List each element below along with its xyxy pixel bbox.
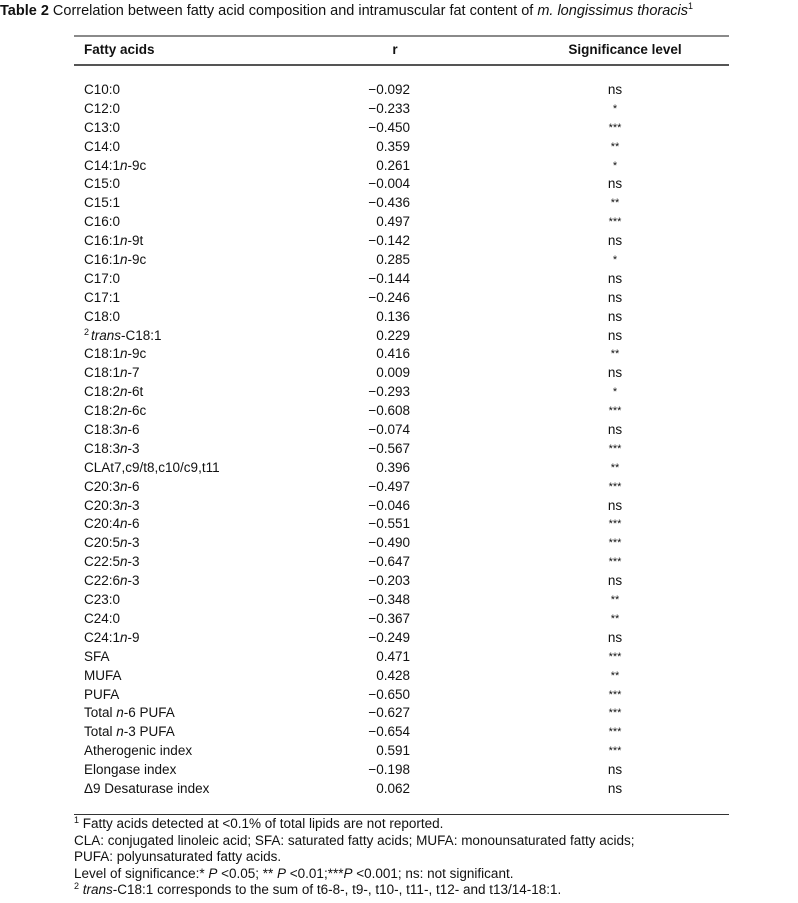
table-row bbox=[0, 667, 798, 686]
sig-p1: P bbox=[208, 865, 218, 881]
significance-cell: *** bbox=[608, 688, 622, 701]
table-row bbox=[0, 100, 798, 119]
significance-cell: *** bbox=[608, 745, 622, 758]
fatty-acid-cell bbox=[84, 667, 122, 686]
acid-name-italic: n bbox=[120, 497, 128, 513]
significance-cell: ns bbox=[607, 780, 623, 796]
r-value-cell: −0.046 bbox=[368, 497, 410, 513]
acid-name-suffix: -3 bbox=[127, 440, 140, 456]
table-caption bbox=[0, 3, 693, 19]
acid-name-italic: n bbox=[116, 724, 124, 740]
abbreviations-line-1: CLA: conjugated linoleic acid; SFA: saturated fatty acids; MUFA: monounsaturated fatty acids; bbox=[74, 832, 635, 848]
table-row bbox=[0, 515, 798, 534]
table-row bbox=[0, 761, 798, 780]
r-value-cell: −0.647 bbox=[368, 554, 410, 570]
table-row bbox=[0, 591, 798, 610]
table-row bbox=[0, 704, 798, 723]
footnote-2-ital: trans bbox=[82, 882, 113, 897]
table-row bbox=[0, 459, 798, 478]
acid-name: C18:3 bbox=[84, 440, 121, 456]
fatty-acid-cell bbox=[84, 515, 140, 534]
r-value-cell: −0.367 bbox=[368, 610, 410, 626]
acid-name: C15:0 bbox=[84, 176, 121, 192]
table-row bbox=[0, 308, 798, 327]
fatty-acid-cell bbox=[84, 308, 120, 327]
r-value-cell: −0.249 bbox=[368, 629, 410, 645]
acid-name-suffix: -6 PUFA bbox=[123, 705, 175, 721]
caption-text: Correlation between fatty acid composition and intramuscular fat content of bbox=[48, 3, 538, 19]
sig-suffix: <0.001; ns: not significant. bbox=[352, 865, 514, 881]
footnote-1-mark: 1 bbox=[74, 815, 80, 825]
significance-cell: *** bbox=[608, 650, 622, 663]
sig-mid2: <0.01;*** bbox=[286, 865, 344, 881]
significance-cell: *** bbox=[608, 480, 622, 493]
acid-name: C24:1 bbox=[84, 629, 121, 645]
r-value-cell: −0.004 bbox=[368, 176, 410, 192]
r-value-cell: 0.261 bbox=[376, 157, 410, 173]
significance-cell: *** bbox=[608, 216, 622, 229]
table-row bbox=[0, 194, 798, 213]
acid-name: C14:0 bbox=[84, 138, 121, 154]
table-top-rule bbox=[74, 35, 729, 37]
fatty-acid-cell bbox=[84, 157, 146, 176]
significance-cell: *** bbox=[608, 726, 622, 739]
table-row bbox=[0, 383, 798, 402]
significance-cell: *** bbox=[608, 405, 622, 418]
table-row bbox=[0, 421, 798, 440]
footnote-1-text: Fatty acids detected at <0.1% of total lipids are not reported. bbox=[79, 816, 444, 831]
r-value-cell: 0.497 bbox=[376, 214, 410, 230]
acid-name: C18:3 bbox=[84, 422, 121, 438]
header-fatty-acids: Fatty acids bbox=[84, 42, 155, 57]
footnote-1 bbox=[74, 816, 774, 833]
caption-species: m. longissimus thoracis bbox=[537, 3, 689, 19]
acid-name: C18:1 bbox=[84, 346, 121, 362]
r-value-cell: −0.551 bbox=[368, 516, 410, 532]
acid-name: C18:0 bbox=[84, 308, 121, 324]
r-value-cell: −0.650 bbox=[368, 686, 410, 702]
fatty-acid-cell bbox=[84, 534, 140, 553]
acid-name: C20:3 bbox=[84, 478, 121, 494]
fatty-acid-cell bbox=[84, 364, 140, 383]
acid-name-italic: n bbox=[120, 422, 128, 438]
acid-name: C18:1 bbox=[84, 365, 121, 381]
sig-mid1: <0.05; ** bbox=[217, 865, 278, 881]
fatty-acid-cell bbox=[84, 629, 140, 648]
acid-name-italic: n bbox=[120, 478, 128, 494]
acid-name: C24:0 bbox=[84, 610, 121, 626]
table-row bbox=[0, 686, 798, 705]
acid-name-italic: n bbox=[120, 535, 128, 551]
acid-name: SFA bbox=[84, 648, 110, 664]
significance-cell: ns bbox=[607, 233, 623, 249]
acid-name: C17:0 bbox=[84, 270, 121, 286]
acid-name-italic: n bbox=[120, 365, 128, 381]
header-r: r bbox=[392, 42, 398, 57]
fatty-acid-cell bbox=[84, 591, 120, 610]
r-value-cell: 0.591 bbox=[376, 743, 410, 759]
significance-cell: *** bbox=[608, 707, 622, 720]
table-row bbox=[0, 364, 798, 383]
table-row bbox=[0, 723, 798, 742]
fatty-acid-cell bbox=[84, 761, 176, 780]
fatty-acid-cell bbox=[84, 497, 140, 516]
r-value-cell: 0.136 bbox=[376, 308, 410, 324]
fatty-acid-cell bbox=[84, 251, 146, 270]
r-value-cell: −0.567 bbox=[368, 440, 410, 456]
fatty-acid-cell bbox=[84, 345, 146, 364]
acid-name: CLAt7,c9/t8,c10/c9,t11 bbox=[84, 459, 220, 475]
acid-name-suffix: -9t bbox=[127, 233, 144, 249]
r-value-cell: −0.293 bbox=[368, 384, 410, 400]
acid-name-suffix: -6t bbox=[127, 384, 144, 400]
acid-name: Δ9 Desaturase index bbox=[84, 780, 210, 796]
acid-name: C16:1 bbox=[84, 252, 121, 268]
table-label: Table 2 bbox=[0, 3, 49, 19]
table-row bbox=[0, 780, 798, 799]
fatty-acid-cell bbox=[84, 459, 220, 478]
table-row bbox=[0, 289, 798, 308]
r-value-cell: −0.092 bbox=[368, 82, 410, 97]
acid-name-suffix: -9c bbox=[127, 346, 147, 362]
sig-p2: P bbox=[277, 865, 287, 881]
footnote-mark: 2 bbox=[84, 326, 90, 337]
footnote-2-text: -C18:1 corresponds to the sum of t6-8-, t9-, t10-, t11-, t12- and t13/14-18:1. bbox=[112, 882, 562, 897]
acid-name: C13:0 bbox=[84, 119, 121, 135]
r-value-cell: −0.233 bbox=[368, 100, 410, 116]
r-value-cell: 0.396 bbox=[376, 459, 410, 475]
acid-name: C16:1 bbox=[84, 233, 121, 249]
significance-cell: ns bbox=[607, 308, 623, 324]
r-value-cell: 0.062 bbox=[376, 780, 410, 796]
r-value-cell: −0.348 bbox=[368, 592, 410, 608]
acid-name: C16:0 bbox=[84, 214, 121, 230]
r-value-cell: 0.009 bbox=[376, 365, 410, 381]
fatty-acid-cell bbox=[84, 440, 140, 459]
r-value-cell: 0.229 bbox=[376, 327, 410, 343]
fatty-acid-cell bbox=[84, 289, 120, 308]
fatty-acid-cell bbox=[84, 742, 192, 761]
fatty-acid-cell bbox=[84, 100, 120, 119]
sig-prefix: Level of significance:* bbox=[74, 865, 209, 881]
caption-footnote-mark: 1 bbox=[688, 1, 694, 11]
acid-name-italic: n bbox=[120, 403, 128, 419]
significance-cell: * bbox=[612, 254, 618, 267]
acid-name-suffix: -6 bbox=[127, 422, 140, 438]
acid-name: C22:6 bbox=[84, 573, 121, 589]
acid-name-italic: n bbox=[120, 384, 128, 400]
r-value-cell: −0.203 bbox=[368, 573, 410, 589]
r-value-cell: −0.627 bbox=[368, 705, 410, 721]
significance-cell: ** bbox=[610, 197, 620, 210]
significance-cell: ** bbox=[610, 461, 620, 474]
significance-cell: ** bbox=[610, 348, 620, 361]
acid-name: C17:1 bbox=[84, 289, 121, 305]
fatty-acid-cell bbox=[84, 648, 110, 667]
fatty-acid-cell bbox=[84, 383, 143, 402]
significance-cell: ns bbox=[607, 365, 623, 381]
table-row bbox=[0, 572, 798, 591]
significance-cell: ns bbox=[607, 270, 623, 286]
r-value-cell: −0.142 bbox=[368, 233, 410, 249]
acid-name: C10:0 bbox=[84, 82, 121, 97]
table-row bbox=[0, 327, 798, 346]
significance-cell: ns bbox=[607, 762, 623, 778]
r-value-cell: 0.359 bbox=[376, 138, 410, 154]
abbreviations-line-2: PUFA: polyunsaturated fatty acids. bbox=[74, 849, 282, 864]
acid-name-suffix: -3 bbox=[127, 573, 140, 589]
significance-cell: ** bbox=[610, 612, 620, 625]
fatty-acid-cell bbox=[84, 402, 146, 421]
acid-name-italic: n bbox=[120, 346, 128, 362]
acid-name-italic: n bbox=[120, 516, 128, 532]
fatty-acid-cell bbox=[84, 686, 119, 705]
acid-name-suffix: -3 bbox=[127, 497, 140, 513]
significance-cell: ** bbox=[610, 669, 620, 682]
r-value-cell: −0.074 bbox=[368, 422, 410, 438]
significance-cell: ns bbox=[607, 176, 623, 192]
significance-cell: ns bbox=[607, 289, 623, 305]
table-row bbox=[0, 157, 798, 176]
table-row bbox=[0, 742, 798, 761]
fatty-acid-cell bbox=[84, 610, 120, 629]
fatty-acid-cell bbox=[84, 327, 162, 346]
significance-cell: ns bbox=[607, 573, 623, 589]
r-value-cell: −0.497 bbox=[368, 478, 410, 494]
acid-name-suffix: -6 bbox=[127, 478, 140, 494]
table-row bbox=[0, 553, 798, 572]
r-value-cell: −0.198 bbox=[368, 762, 410, 778]
acid-name-italic: n bbox=[120, 233, 128, 249]
acid-name: C22:5 bbox=[84, 554, 121, 570]
table-row bbox=[0, 610, 798, 629]
r-value-cell: −0.654 bbox=[368, 724, 410, 740]
fatty-acid-cell bbox=[84, 723, 175, 742]
r-value-cell: −0.144 bbox=[368, 270, 410, 286]
r-value-cell: 0.285 bbox=[376, 252, 410, 268]
significance-cell: *** bbox=[608, 518, 622, 531]
header-significance: Significance level bbox=[568, 42, 682, 57]
table-row bbox=[0, 345, 798, 364]
significance-cell: * bbox=[612, 386, 618, 399]
acid-name-suffix: -3 bbox=[127, 554, 140, 570]
acid-name-suffix: -9c bbox=[127, 252, 147, 268]
fatty-acid-cell bbox=[84, 270, 120, 289]
fatty-acid-cell bbox=[84, 478, 140, 497]
r-value-cell: −0.436 bbox=[368, 195, 410, 211]
table-body bbox=[0, 81, 798, 799]
table-header-rule bbox=[74, 64, 729, 66]
table-row bbox=[0, 81, 798, 100]
significance-cell: ** bbox=[610, 594, 620, 607]
fatty-acid-cell bbox=[84, 119, 120, 138]
acid-name-italic: n bbox=[120, 157, 128, 173]
table-row bbox=[0, 478, 798, 497]
acid-name: MUFA bbox=[84, 667, 122, 683]
fatty-acid-cell bbox=[84, 175, 120, 194]
acid-name-italic: n bbox=[120, 440, 128, 456]
significance-cell: * bbox=[612, 159, 618, 172]
significance-cell: *** bbox=[608, 442, 622, 455]
acid-name: C23:0 bbox=[84, 592, 121, 608]
significance-cell: *** bbox=[608, 556, 622, 569]
r-value-cell: 0.416 bbox=[376, 346, 410, 362]
fatty-acid-cell bbox=[84, 81, 120, 100]
significance-cell: * bbox=[612, 102, 618, 115]
fatty-acid-cell bbox=[84, 232, 143, 251]
table-row bbox=[0, 629, 798, 648]
acid-name-italic: trans bbox=[91, 327, 122, 343]
acid-name: C12:0 bbox=[84, 100, 121, 116]
sig-p3: P bbox=[343, 865, 353, 881]
acid-name: Elongase index bbox=[84, 762, 177, 778]
acid-name: C20:3 bbox=[84, 497, 121, 513]
r-value-cell: 0.471 bbox=[376, 648, 410, 664]
acid-name: C20:4 bbox=[84, 516, 121, 532]
significance-cell: ns bbox=[607, 82, 623, 97]
significance-cell: ns bbox=[607, 422, 623, 438]
fatty-acid-cell bbox=[84, 704, 175, 723]
acid-name-suffix: -9c bbox=[127, 157, 147, 173]
acid-name: C18:2 bbox=[84, 384, 121, 400]
table-row bbox=[0, 119, 798, 138]
fatty-acid-cell bbox=[84, 572, 140, 591]
acid-name-suffix: -7 bbox=[127, 365, 140, 381]
footnote-2 bbox=[74, 882, 774, 899]
significance-note bbox=[74, 866, 774, 883]
acid-name-italic: n bbox=[120, 252, 128, 268]
fatty-acid-cell bbox=[84, 421, 140, 440]
acid-name-suffix: -6c bbox=[127, 403, 147, 419]
acid-name: C14:1 bbox=[84, 157, 121, 173]
acid-name-suffix: -C18:1 bbox=[121, 327, 162, 343]
fatty-acid-cell bbox=[84, 138, 120, 157]
table-row bbox=[0, 213, 798, 232]
table-bottom-rule bbox=[74, 814, 729, 815]
table-row bbox=[0, 402, 798, 421]
significance-cell: ns bbox=[607, 327, 623, 343]
table-row bbox=[0, 232, 798, 251]
r-value-cell: −0.450 bbox=[368, 119, 410, 135]
fatty-acid-cell bbox=[84, 213, 120, 232]
fatty-acid-cell bbox=[84, 780, 209, 799]
r-value-cell: −0.246 bbox=[368, 289, 410, 305]
acid-name-suffix: -3 PUFA bbox=[123, 724, 175, 740]
acid-name: C18:2 bbox=[84, 403, 121, 419]
acid-name-suffix: -6 bbox=[127, 516, 140, 532]
significance-cell: ** bbox=[610, 140, 620, 153]
table-row bbox=[0, 251, 798, 270]
acid-name: C20:5 bbox=[84, 535, 121, 551]
acid-name-suffix: -3 bbox=[127, 535, 140, 551]
significance-cell: *** bbox=[608, 121, 622, 134]
acid-name-italic: n bbox=[120, 554, 128, 570]
r-value-cell: −0.490 bbox=[368, 535, 410, 551]
table-footnotes bbox=[74, 816, 774, 899]
r-value-cell: −0.608 bbox=[368, 403, 410, 419]
acid-name-italic: n bbox=[116, 705, 124, 721]
fatty-acid-cell bbox=[84, 553, 140, 572]
r-value-cell: 0.428 bbox=[376, 667, 410, 683]
footnote-2-mark: 2 bbox=[74, 881, 80, 891]
significance-cell: ns bbox=[607, 497, 623, 513]
table-row bbox=[0, 534, 798, 553]
table-row bbox=[0, 497, 798, 516]
acid-name: Atherogenic index bbox=[84, 743, 193, 759]
fatty-acid-cell bbox=[84, 194, 120, 213]
table-row bbox=[0, 648, 798, 667]
acid-name-italic: n bbox=[120, 629, 128, 645]
significance-cell: ns bbox=[607, 629, 623, 645]
table-row bbox=[0, 175, 798, 194]
acid-name: Total bbox=[84, 724, 117, 740]
table-row bbox=[0, 440, 798, 459]
acid-name: Total bbox=[84, 705, 117, 721]
acid-name-italic: n bbox=[120, 573, 128, 589]
acid-name: C15:1 bbox=[84, 195, 121, 211]
table-row bbox=[0, 138, 798, 157]
significance-cell: *** bbox=[608, 537, 622, 550]
acid-name-suffix: -9 bbox=[127, 629, 140, 645]
acid-name: PUFA bbox=[84, 686, 120, 702]
table-row bbox=[0, 270, 798, 289]
